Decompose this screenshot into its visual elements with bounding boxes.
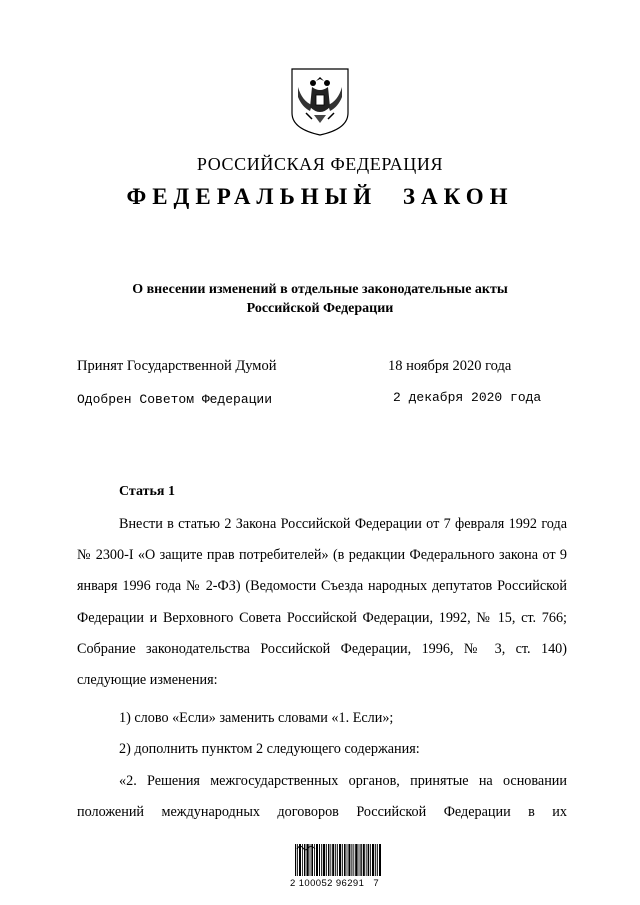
article-intro-paragraph: Внести в статью 2 Закона Российской Федерации от 7 февраля 1992 года № 2300-I «О защите прав потребителей» (в редакции Федерального закона от 9 января 1996 года № 2-ФЗ) (Ведомости Съезда народных депутатов Российской Федерации и Верховного Совета Российской Федерации, 1992, № 15, ст. 766; Собрание законодательства Российской Федерации, 1996, № 3, ст. 140) следующие изменения: [77, 516, 567, 689]
law-title [0, 280, 640, 318]
document-type-heading: ФЕДЕРАЛЬНЫЙ ЗАКОН [126, 184, 514, 209]
article-heading: Статья 1 [119, 484, 175, 499]
amendment-item-1: 1) слово «Если» заменить словами «1. Если»; [119, 710, 394, 726]
duma-adoption-date: 18 ноября 2020 года [388, 358, 512, 374]
council-approval-date: 2 декабря 2020 года [393, 390, 542, 405]
council-approval-label: Одобрен Советом Федерации [77, 392, 273, 407]
coat-of-arms-emblem-icon [288, 67, 352, 137]
duma-adoption-label: Принят Государственной Думой [77, 358, 277, 374]
barcode-number: 2 100052 96291 7 [290, 878, 380, 889]
barcode-icon [295, 844, 381, 876]
quoted-amendment-paragraph: «2. Решения межгосударственных органов, принятые на основании положений международных договоров Российской Федерации в их [77, 773, 567, 821]
country-name: РОССИЙСКАЯ ФЕДЕРАЦИЯ [196, 154, 444, 174]
law-title-line-1: О внесении изменений в отдельные законодательные акты [132, 282, 508, 297]
amendment-item-2: 2) дополнить пунктом 2 следующего содержания: [119, 741, 420, 757]
law-title-line-2: Российской Федерации [246, 301, 394, 316]
